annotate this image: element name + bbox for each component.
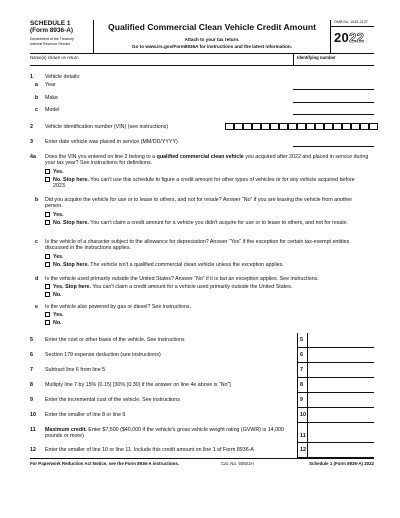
line-text: Enter date vehicle was placed in service (MM/DD/YYYY): [45, 139, 178, 145]
line-letter: e: [35, 304, 38, 310]
line-letter: c: [35, 107, 38, 113]
option-label: No.: [53, 320, 62, 326]
line-number: 5: [30, 337, 33, 343]
amount-line-number: 12: [297, 443, 307, 458]
department-label: [30, 37, 93, 46]
catalog-number: Cat. No. 93501H: [221, 461, 254, 466]
line-8-amount-input[interactable]: [307, 378, 374, 393]
line-4d: [30, 276, 374, 301]
line-text: Subtract line 6 from line 5: [45, 367, 106, 373]
omb-number: OMB No. 1545-2137: [331, 20, 374, 27]
amount-line-number: 10: [297, 408, 307, 423]
option-detail: You can't claim a credit amount for a vehicle you didn't acquire for use or to lease to others, and not for resale.: [88, 220, 348, 226]
option-no[interactable]: [45, 177, 365, 190]
title-block: [94, 20, 330, 54]
line-6-amount-input[interactable]: [307, 348, 374, 363]
option-label: No.: [53, 292, 62, 298]
option-label: Yes.: [53, 254, 64, 260]
option-label: Yes.: [53, 312, 64, 318]
tax-year-suffix: 22: [349, 30, 365, 46]
placed-in-service-date-input[interactable]: [293, 146, 374, 147]
line-text: [45, 154, 370, 167]
line-letter: a: [35, 82, 38, 88]
option-detail: You can't claim a credit amount for a vehicle used primarily outside the United States.: [90, 284, 293, 290]
question-text-continued: you acquired after 2022 and placed in service during your tax year? See instructions for definitions.: [45, 154, 369, 167]
option-no[interactable]: [45, 220, 365, 226]
line-5-amount: [297, 333, 374, 348]
amount-line-number: 5: [297, 333, 307, 348]
line-text: Enter the cost or other basis of the vehicle. See instructions: [45, 337, 185, 343]
option-yes[interactable]: [45, 212, 365, 218]
line-10-amount: [297, 408, 374, 423]
line-text-detail: Enter $7,500 ($40,000 if the vehicle's gross vehicle weight rating (GVWR) is 14,000 pounds or more): [45, 427, 284, 440]
no-checkbox[interactable]: [45, 320, 50, 325]
footer-form-id: Schedule 1 (Form 8936-A) 2022: [309, 461, 374, 466]
line-text: Enter the incremental cost of the vehicle. See instructions: [45, 397, 180, 403]
line-text: Enter the smaller of line 10 or line 11. Include this credit amount on line 1 of Form 8936-A: [45, 447, 254, 453]
option-label: Yes. Stop here.: [53, 284, 91, 290]
no-checkbox[interactable]: [45, 220, 50, 225]
no-checkbox[interactable]: [45, 262, 50, 267]
option-yes[interactable]: [45, 312, 365, 318]
line-text: Section 179 expense deduction (see instructions): [45, 352, 161, 358]
line-6-amount: [297, 348, 374, 363]
option-yes[interactable]: [45, 169, 365, 175]
option-yes[interactable]: [45, 254, 365, 260]
line-text: Make: [45, 95, 58, 101]
line-text: Is the vehicle also powered by gas or diesel? See instructions.: [45, 304, 192, 310]
year-input[interactable]: [293, 89, 374, 90]
no-checkbox[interactable]: [45, 292, 50, 297]
line-1: [30, 74, 374, 82]
department-line-1: Department of the Treasury: [30, 37, 74, 42]
line-text: [45, 427, 300, 440]
line-text: Vehicle details:: [45, 74, 81, 80]
paperwork-notice: For Paperwork Reduction Act Notice, see the Form 8936-A instructions.: [30, 461, 179, 466]
line-11-amount: [297, 423, 374, 443]
line-text: Model: [45, 107, 60, 113]
line-7-amount: [297, 363, 374, 378]
line-3: [30, 139, 374, 148]
yes-checkbox[interactable]: [45, 254, 50, 259]
form-id-block: [30, 20, 94, 54]
option-no[interactable]: [45, 320, 365, 326]
option-detail: The vehicle isn't a qualified commercial clean vehicle unless the exception applies.: [88, 262, 284, 268]
schedule-label: SCHEDULE 1: [30, 20, 71, 27]
line-text: Vehicle identification number (VIN) (see instructions): [45, 124, 169, 130]
amount-line-number: 11: [297, 423, 307, 443]
tax-year: [334, 30, 374, 46]
amount-line-number: 6: [297, 348, 307, 363]
line-1c: [30, 107, 374, 116]
form-title: Qualified Commercial Clean Vehicle Credit Amount: [108, 22, 316, 32]
identifying-number-field[interactable]: Identifying number: [293, 54, 336, 66]
form-footer: [30, 458, 374, 466]
line-number: 3: [30, 139, 33, 145]
omb-year-block: [330, 20, 374, 54]
line-number: 4a: [30, 154, 36, 160]
attach-note: Attach to your tax return.: [184, 37, 240, 43]
line-number: 6: [30, 352, 33, 358]
department-line-2: Internal Revenue Service: [30, 41, 71, 46]
question-text: Does the VIN you entered on line 2 belong to a: [45, 154, 157, 160]
line-number: 9: [30, 397, 33, 403]
line-number: 1: [30, 74, 33, 80]
line-8-amount: [297, 378, 374, 393]
line-text: Did you acquire the vehicle for use or to lease to others, and not for resale? Answer “No” if you are leasing the vehicle from another person.: [45, 197, 353, 210]
option-label: No. Stop here.: [53, 262, 89, 268]
name-row: [30, 54, 374, 66]
line-1b: [30, 95, 374, 104]
line-text: Is the vehicle of a character subject to the allowance for depreciation? Answer “Yes” if the exception for certain tax-exempt entities discussed in the instructions applies.: [45, 239, 350, 252]
line-text: Multiply line 7 by 15% (0.15) [30% (0.30) if the answer on line 4e above is “No”]: [45, 382, 231, 388]
line-9-amount: [297, 393, 374, 408]
amount-line-number: 9: [297, 393, 307, 408]
option-no[interactable]: [45, 262, 365, 268]
line-number: 7: [30, 367, 33, 373]
line-number: 2: [30, 124, 33, 130]
line-5-amount-input[interactable]: [307, 333, 374, 348]
make-input[interactable]: [293, 102, 374, 103]
amount-line-number: 8: [297, 378, 307, 393]
line-12-amount-input[interactable]: [307, 443, 374, 458]
yes-checkbox[interactable]: [45, 284, 50, 289]
line-text: Enter the smaller of line 8 or line 9: [45, 412, 126, 418]
amount-line-number: 7: [297, 363, 307, 378]
question-bold-text: qualified commercial clean vehicle: [156, 154, 244, 160]
instructions-link-note: Go to www.irs.gov/Form8936A for instructions and the latest information.: [132, 43, 292, 49]
line-letter: d: [35, 276, 39, 282]
no-checkbox[interactable]: [45, 177, 50, 182]
tax-year-prefix: 20: [334, 30, 350, 46]
line-letter: c: [35, 239, 38, 245]
option-label: Yes.: [53, 212, 64, 218]
line-9-amount-input[interactable]: [307, 393, 374, 408]
option-yes[interactable]: [45, 284, 365, 290]
form-number: (Form 8936-A): [30, 27, 73, 35]
model-input[interactable]: [293, 114, 374, 115]
option-detail: You can't use this schedule to figure a credit amount for other types of vehicles or for any vehicle acquired before 2023.: [53, 177, 355, 190]
line-2: [30, 124, 374, 133]
line-7-amount-input[interactable]: [307, 363, 374, 378]
vin-input[interactable]: [225, 123, 378, 130]
line-12-amount: [297, 443, 374, 458]
line-10-amount-input[interactable]: [307, 408, 374, 423]
line-number: 8: [30, 382, 33, 388]
form-header: [30, 20, 374, 54]
line-text: Year: [45, 82, 56, 88]
line-4c: [30, 239, 374, 274]
option-label: Yes.: [53, 169, 64, 175]
option-label: No. Stop here.: [53, 177, 89, 183]
line-1a: [30, 82, 374, 91]
line-letter: b: [35, 95, 39, 101]
option-label: No. Stop here.: [53, 220, 89, 226]
yes-checkbox[interactable]: [45, 312, 50, 317]
line-letter: b: [35, 197, 39, 203]
line-text: Is the vehicle used primarily outside the United States? Answer “No” if it is but an exception applies. See instructions.: [45, 276, 319, 282]
line-number: 12: [30, 447, 36, 453]
yes-checkbox[interactable]: [45, 169, 50, 174]
line-4e: [30, 304, 374, 329]
line-number: 10: [30, 412, 36, 418]
line-4a: [30, 154, 374, 194]
line-11-amount-input[interactable]: [307, 423, 374, 443]
line-number: 11: [30, 427, 36, 433]
line-bold-text: Maximum credit.: [45, 427, 87, 433]
yes-checkbox[interactable]: [45, 212, 50, 217]
option-no[interactable]: [45, 292, 365, 298]
name-field-label: Name(s) shown on return: [30, 55, 79, 60]
line-4b: [30, 197, 374, 237]
